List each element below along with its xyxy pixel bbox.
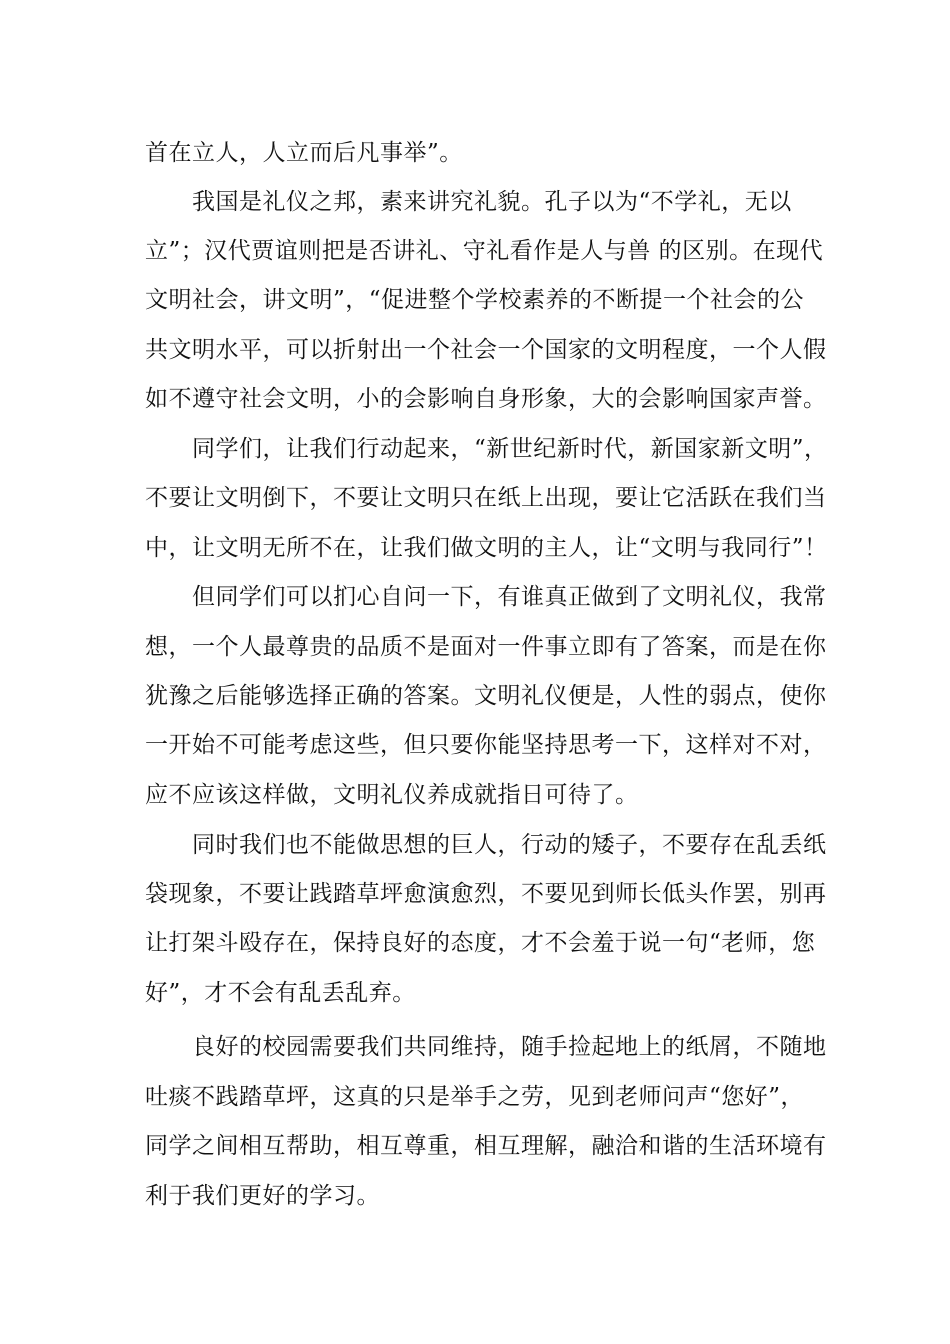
text-line: 首在立人，人立而后凡事举”。	[145, 140, 463, 166]
paragraph-start-line: 同学们，让我们行动起来，“新世纪新时代，新国家新文明”，	[192, 436, 828, 462]
text-line: 犹豫之后能够选择正确的答案。文明礼仪便是，人性的弱点，使你	[145, 683, 827, 709]
text-line: 袋现象，不要让践踏草坪愈演愈烈，不要见到师长低头作罢，别再	[145, 881, 827, 907]
text-line: 让打架斗殴存在，保持良好的态度，才不会羞于说一句“老师，您	[145, 930, 816, 956]
text-line: 一开始不可能考虑这些，但只要你能坚持思考一下，这样对不对，	[145, 732, 827, 758]
paragraph-start-line: 良好的校园需要我们共同维持，随手捡起地上的纸屑，不随地	[192, 1034, 827, 1060]
text-line: 共文明水平，可以折射出一个社会一个国家的文明程度，一个人假	[145, 337, 827, 363]
paragraph-start-line: 但同学们可以扪心自问一下，有谁真正做到了文明礼仪，我常	[192, 584, 827, 610]
text-line: 好”，才不会有乱丢乱弃。	[145, 980, 416, 1006]
text-line: 想，一个人最尊贵的品质不是面对一件事立即有了答案，而是在你	[145, 634, 827, 660]
text-line: 中，让文明无所不在，让我们做文明的主人，让“文明与我同行”！	[145, 535, 828, 561]
text-line: 文明社会，讲文明”，“促进整个学校素养的不断提一个社会的公	[145, 287, 805, 313]
text-line: 立”；汉代贾谊则把是否讲礼、守礼看作是人与兽 的区别。在现代	[145, 238, 824, 264]
text-line: 如不遵守社会文明，小的会影响自身形象，大的会影响国家声誉。	[145, 386, 827, 412]
text-line: 同学之间相互帮助，相互尊重，相互理解，融洽和谐的生活环境有	[145, 1133, 827, 1159]
text-line: 吐痰不践踏草坪，这真的只是举手之劳，见到老师问声“您好”，	[145, 1084, 805, 1110]
paragraph-start-line: 我国是礼仪之邦，素来讲究礼貌。孔子以为“不学礼，无以	[192, 189, 792, 215]
paragraph-start-line: 同时我们也不能做思想的巨人，行动的矮子，不要存在乱丢纸	[192, 832, 827, 858]
text-line: 不要让文明倒下，不要让文明只在纸上出现，要让它活跃在我们当	[145, 485, 827, 511]
text-line: 应不应该这样做，文明礼仪养成就指日可待了。	[145, 782, 639, 808]
text-line: 利于我们更好的学习。	[145, 1183, 380, 1209]
